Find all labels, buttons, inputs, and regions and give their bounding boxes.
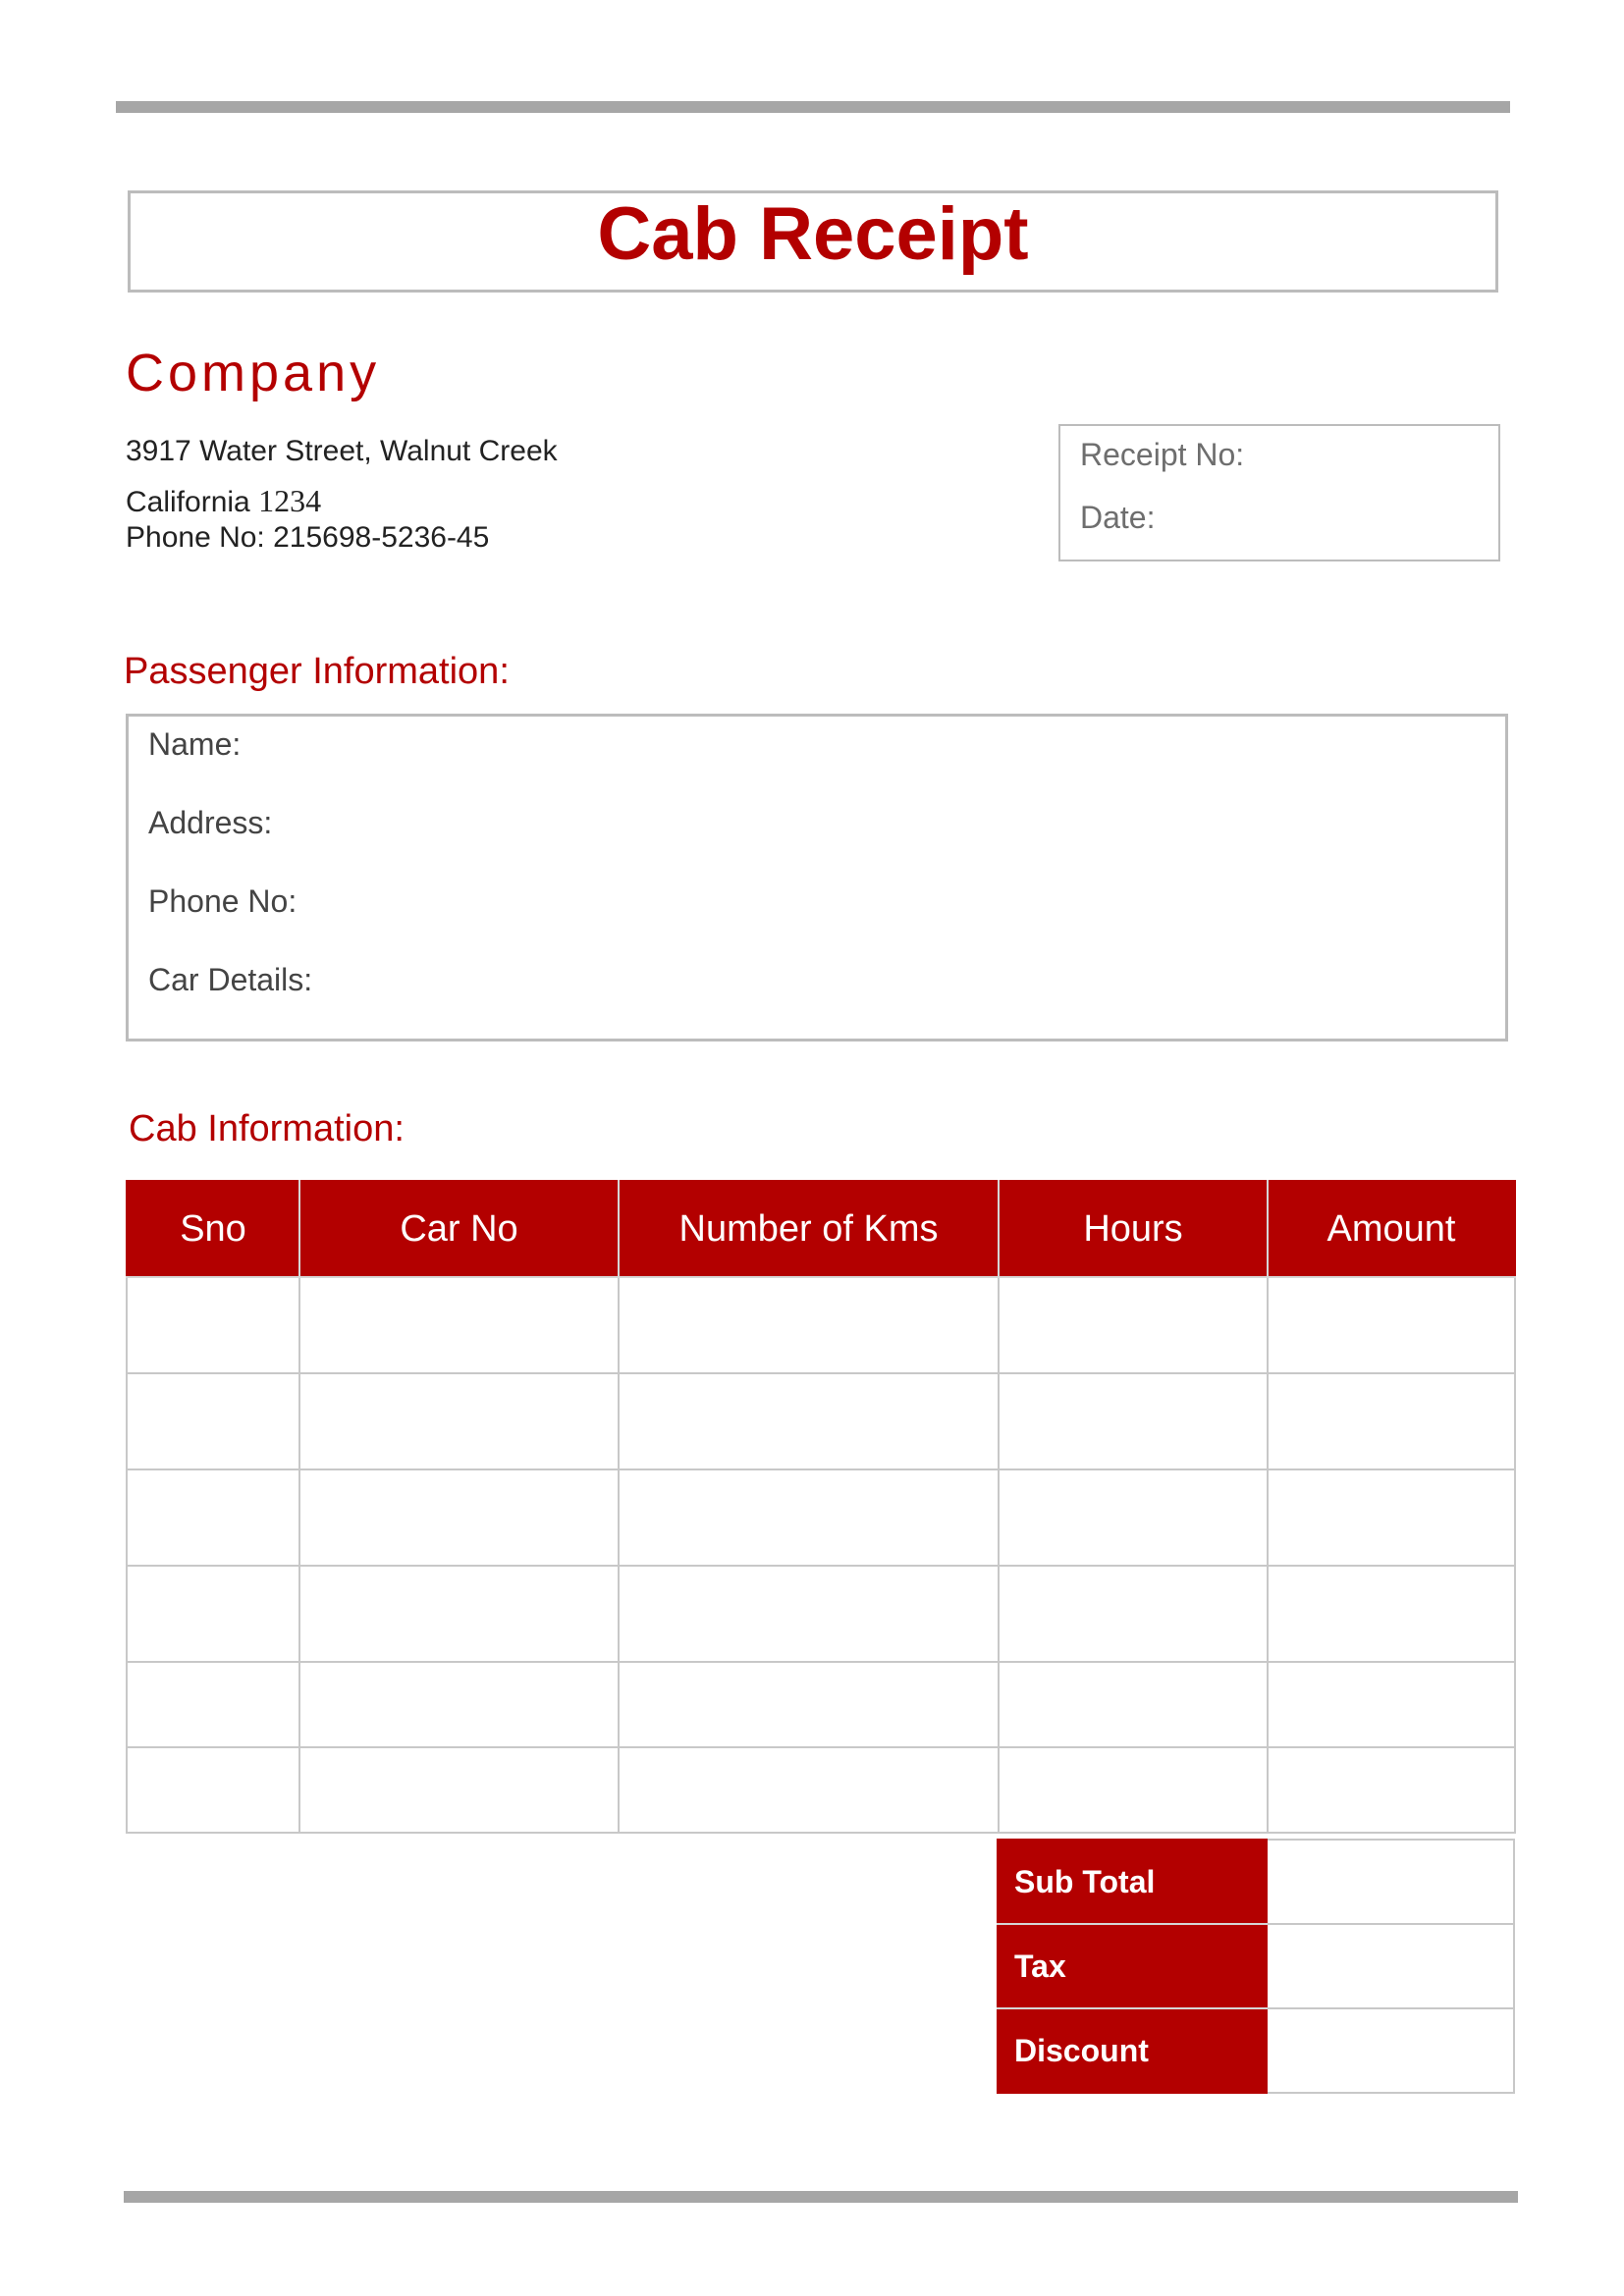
table-cell	[619, 1373, 999, 1469]
table-cell	[999, 1277, 1268, 1373]
table-cell	[619, 1469, 999, 1566]
passenger-info-heading: Passenger Information:	[124, 651, 510, 692]
tax-row	[998, 1924, 1514, 2008]
column-header-amount: Amount	[1268, 1181, 1515, 1277]
passenger-info-box	[126, 714, 1508, 1041]
company-state: California	[126, 486, 250, 518]
bottom-divider	[124, 2191, 1518, 2203]
table-cell	[1268, 1277, 1515, 1373]
receipt-title: Cab Receipt	[597, 192, 1029, 276]
table-cell	[127, 1469, 299, 1566]
table-cell	[619, 1566, 999, 1662]
table-cell	[299, 1566, 619, 1662]
table-cell	[127, 1566, 299, 1662]
table-cell	[1268, 1662, 1515, 1747]
passenger-address-label: Address:	[148, 805, 273, 840]
table-cell	[299, 1662, 619, 1747]
tax-value	[1267, 1924, 1514, 2008]
table-cell	[999, 1566, 1268, 1662]
column-header-sno: Sno	[127, 1181, 299, 1277]
tax-label: Tax	[998, 1924, 1267, 2008]
top-divider	[116, 101, 1510, 113]
table-row	[127, 1566, 1515, 1662]
passenger-car-details-label: Car Details:	[148, 962, 313, 997]
table-cell	[619, 1747, 999, 1833]
subtotal-label: Sub Total	[998, 1840, 1267, 1924]
discount-value	[1267, 2008, 1514, 2093]
column-header-car-no: Car No	[299, 1181, 619, 1277]
table-cell	[999, 1373, 1268, 1469]
subtotal-value	[1267, 1840, 1514, 1924]
table-cell	[619, 1277, 999, 1373]
table-row	[127, 1469, 1515, 1566]
company-address-line2	[126, 483, 321, 520]
totals-table	[997, 1839, 1515, 2094]
table-cell	[1268, 1566, 1515, 1662]
discount-label: Discount	[998, 2008, 1267, 2093]
table-cell	[299, 1469, 619, 1566]
table-cell	[999, 1747, 1268, 1833]
table-cell	[299, 1373, 619, 1469]
table-cell	[619, 1662, 999, 1747]
table-cell	[299, 1277, 619, 1373]
table-cell	[127, 1277, 299, 1373]
table-row	[127, 1373, 1515, 1469]
passenger-phone-label: Phone No:	[148, 883, 298, 919]
date-label: Date:	[1080, 500, 1156, 535]
passenger-name-label: Name:	[148, 726, 242, 762]
receipt-info-box	[1058, 424, 1500, 561]
table-row	[127, 1662, 1515, 1747]
table-row	[127, 1747, 1515, 1833]
receipt-no-label: Receipt No:	[1080, 437, 1245, 472]
table-header-row	[127, 1181, 1515, 1277]
table-cell	[127, 1747, 299, 1833]
table-cell	[299, 1747, 619, 1833]
table-cell	[127, 1373, 299, 1469]
company-name: Company	[126, 344, 381, 402]
company-phone: Phone No: 215698-5236-45	[126, 521, 490, 554]
discount-row	[998, 2008, 1514, 2093]
cab-info-heading: Cab Information:	[129, 1108, 405, 1149]
table-cell	[1268, 1373, 1515, 1469]
table-cell	[1268, 1747, 1515, 1833]
table-row	[127, 1277, 1515, 1373]
cab-info-table	[126, 1180, 1516, 1834]
table-cell	[1268, 1469, 1515, 1566]
title-box	[128, 190, 1498, 293]
table-cell	[127, 1662, 299, 1747]
company-zip: 1234	[258, 483, 322, 518]
subtotal-row	[998, 1840, 1514, 1924]
table-cell	[999, 1662, 1268, 1747]
table-cell	[999, 1469, 1268, 1566]
column-header-kms: Number of Kms	[619, 1181, 999, 1277]
column-header-hours: Hours	[999, 1181, 1268, 1277]
company-address-line1: 3917 Water Street, Walnut Creek	[126, 435, 558, 467]
